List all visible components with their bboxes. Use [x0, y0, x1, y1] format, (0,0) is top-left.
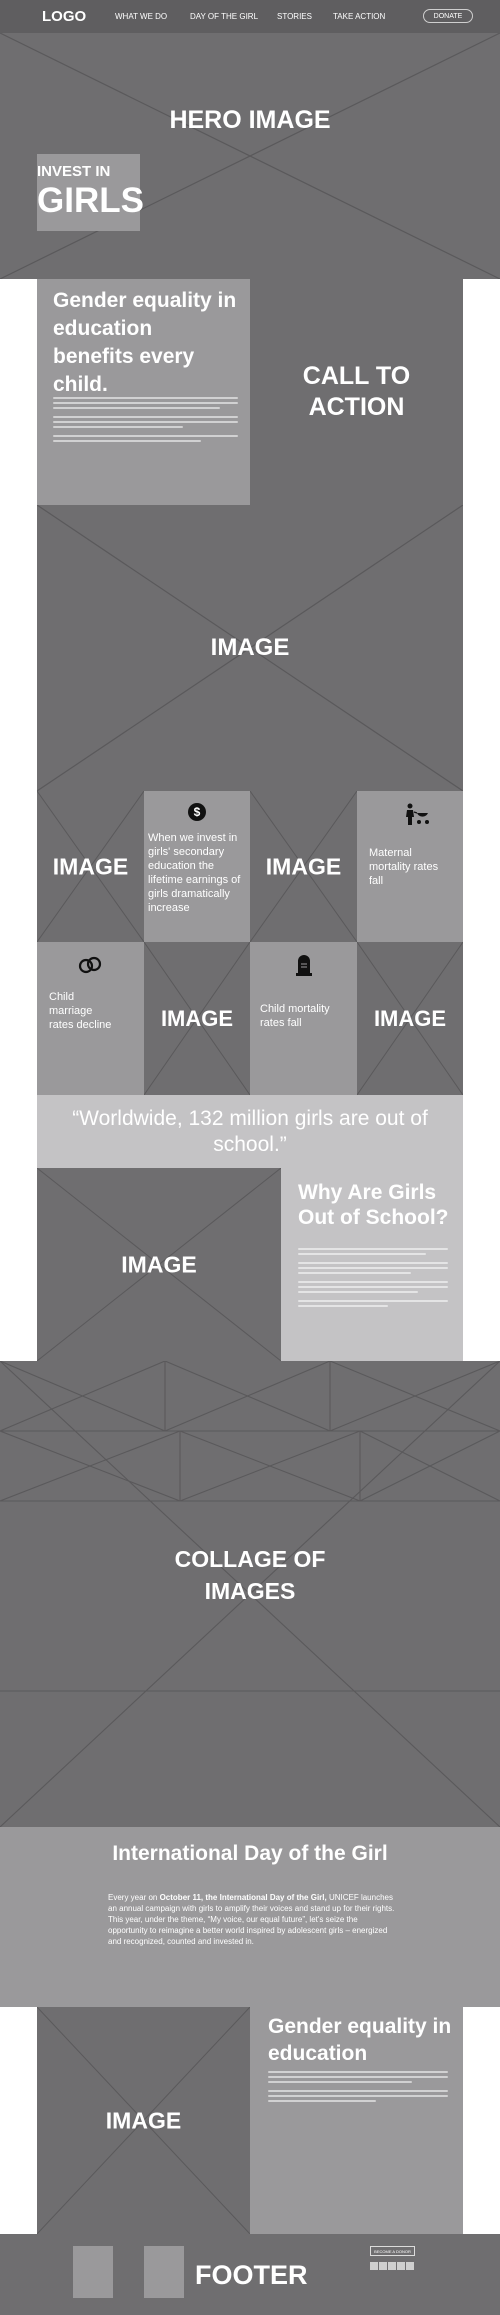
- stat-text: Child mortality rates fall: [260, 1003, 330, 1029]
- nav-day-of-the-girl[interactable]: DAY OF THE GIRL: [190, 12, 259, 21]
- cta-label: CALL TO ACTION: [302, 362, 411, 421]
- stat-tile-child-marriage: [37, 942, 144, 1095]
- nav-stories[interactable]: STORIES: [277, 12, 312, 21]
- social-icon[interactable]: [388, 2262, 396, 2270]
- collage-of-images: [0, 1361, 500, 1827]
- why-panel: [281, 1168, 463, 1361]
- call-to-action[interactable]: [250, 279, 463, 505]
- image-label: IMAGE: [52, 853, 129, 879]
- why-heading: Why Are Girls Out of School?: [298, 1181, 449, 1229]
- image-label: IMAGE: [210, 634, 290, 661]
- footer-image-1: [73, 2246, 113, 2298]
- stat-text: Child marriage rates decline: [49, 991, 112, 1031]
- social-icon[interactable]: [397, 2262, 405, 2270]
- image-label: IMAGE: [160, 1005, 234, 1031]
- day-of-girl-heading: International Day of the Girl: [112, 1842, 388, 1865]
- stat-text: Maternal mortality rates fall: [369, 847, 439, 887]
- social-icons: [370, 2262, 415, 2270]
- image-placeholder-large: [37, 505, 463, 791]
- stat-tile-child-mortality: [250, 942, 357, 1095]
- stat-text: When we invest in girls' secondary education the lifetime earnings of girls dramatically increase: [148, 832, 241, 914]
- intro-body-text: [53, 397, 238, 445]
- stat-tile-earnings: [144, 791, 250, 942]
- site-header: [0, 0, 500, 33]
- social-icon[interactable]: [379, 2262, 387, 2270]
- image-label: IMAGE: [121, 1251, 197, 1277]
- image-label: IMAGE: [265, 853, 342, 879]
- become-donor-button[interactable]: BECOME A DONOR: [370, 2246, 415, 2256]
- image-placeholder-bottom: [37, 2007, 250, 2234]
- image-placeholder-why: [37, 1168, 281, 1361]
- rings-icon: [77, 956, 103, 974]
- social-icon[interactable]: [406, 2262, 414, 2270]
- why-body-text: [298, 1248, 448, 1310]
- mother-stroller-icon: [405, 803, 431, 825]
- nav-what-we-do[interactable]: WHAT WE DO: [115, 12, 168, 21]
- hero-kicker: INVEST IN: [37, 163, 111, 180]
- hero-image: [0, 33, 500, 279]
- stat-tile-maternal: [357, 791, 463, 942]
- logo[interactable]: LOGO: [42, 8, 87, 25]
- day-of-girl-section: [0, 1827, 500, 2007]
- hero-label: HERO IMAGE: [169, 106, 331, 134]
- image-label: IMAGE: [373, 1005, 447, 1031]
- site-footer: [0, 2234, 500, 2315]
- quote-banner: [37, 1095, 463, 1168]
- image-placeholder-grid-2: [250, 791, 357, 942]
- hero-headline: GIRLS: [37, 181, 144, 220]
- gender-education-panel: [250, 2007, 463, 2234]
- footer-label: FOOTER: [195, 2260, 308, 2290]
- image-label: IMAGE: [105, 2107, 182, 2133]
- day-of-girl-paragraph: Every year on October 11, the International Day of the Girl, UNICEF launches an annual campaign with girls to amplify their voices and stand up for their rights. This year, under the theme, “My voice, our equal future”, let's seize the opportunity to reimagine a better world inspired by adolescent girls – energized and recognized, counted and invested in.: [108, 1893, 395, 1946]
- image-placeholder-grid-1: [37, 791, 144, 942]
- image-placeholder-grid-4: [357, 942, 463, 1095]
- gender-education-body-text: [268, 2071, 448, 2105]
- social-icon[interactable]: [370, 2262, 378, 2270]
- intro-text-panel: [37, 279, 250, 505]
- donate-button[interactable]: DONATE: [423, 9, 473, 23]
- intro-heading: Gender equality in education benefits every child.: [53, 289, 237, 396]
- dollar-coin-icon: $: [188, 803, 206, 821]
- collage-label: COLLAGE OF IMAGES: [174, 1546, 326, 1604]
- nav-take-action[interactable]: TAKE ACTION: [333, 12, 386, 21]
- tombstone-icon: [295, 954, 313, 976]
- gender-education-heading: Gender equality in education: [268, 2015, 452, 2065]
- quote-text: “Worldwide, 132 million girls are out of school.”: [72, 1107, 428, 1156]
- image-placeholder-grid-3: [144, 942, 250, 1095]
- footer-image-2: [144, 2246, 184, 2298]
